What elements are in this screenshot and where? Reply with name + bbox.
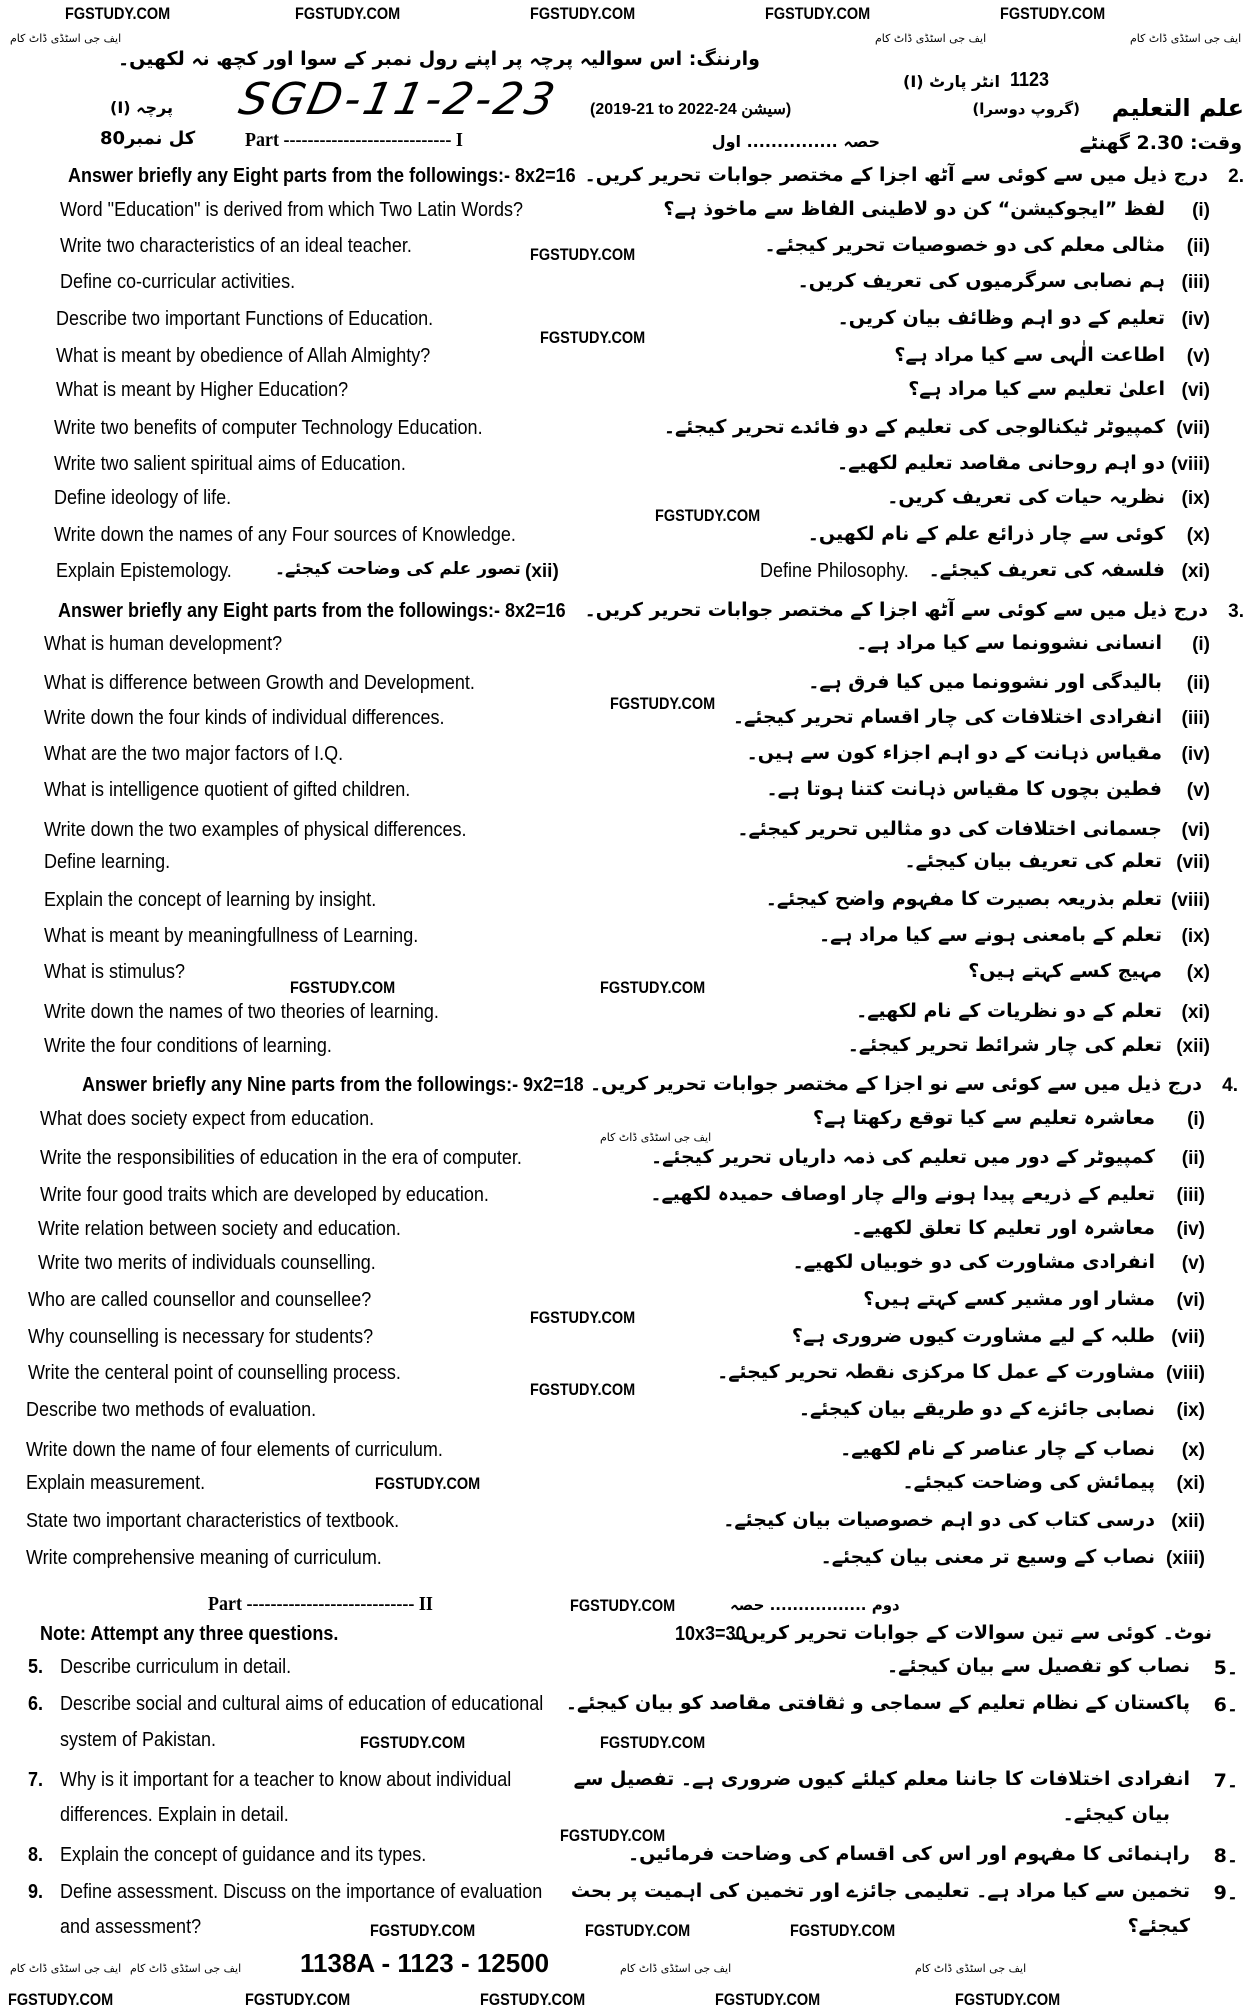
- part-text-english: Describe two important Functions of Education.: [56, 308, 434, 330]
- part-text-urdu: مہیج کسے کہتے ہیں؟: [968, 960, 1162, 982]
- part-text-urdu: لفظ ”ایجوکیشن“ کن دو لاطینی الفاظ سے ماخوذ ہے؟: [663, 198, 1165, 220]
- part-text-english: What is meant by meaningfullness of Learning.: [44, 925, 419, 947]
- part-text-urdu: انسانی نشوونما سے کیا مراد ہے۔: [856, 632, 1162, 654]
- part-numeral: (iv): [1181, 744, 1210, 765]
- question-text-urdu: کیجئے؟: [1127, 1915, 1190, 1937]
- part-numeral: (xiii): [1165, 1548, 1205, 1569]
- part-text-english: Write two characteristics of an ideal teacher.: [60, 235, 412, 257]
- part-text-english: Explain the concept of learning by insight.: [44, 889, 377, 911]
- part-numeral: (i): [1192, 634, 1210, 655]
- part-text-english: Why counselling is necessary for students?: [28, 1326, 374, 1348]
- note-urdu: نوٹ۔ کوئی سے تین سوالات کے جوابات تحریر کریں۔: [730, 1622, 1212, 1644]
- question-text-english: Why is it important for a teacher to know about individual: [60, 1769, 512, 1791]
- watermark: FGSTUDY.COM: [715, 1990, 821, 2009]
- watermark: FGSTUDY.COM: [480, 1990, 586, 2009]
- watermark: FGSTUDY.COM: [600, 1733, 706, 1752]
- part-numeral: (x): [1186, 962, 1210, 983]
- part-text-urdu: مشار اور مشیر کسے کہتے ہیں؟: [863, 1288, 1155, 1310]
- watermark: FGSTUDY.COM: [370, 1921, 476, 1940]
- paper-number: پرچہ (I): [110, 98, 174, 117]
- q3-instruction-urdu: درج ذیل میں سے کوئی سے آٹھ اجزا کے مختصر جوابات تحریر کریں۔: [584, 599, 1208, 621]
- part-text-english: Define Philosophy.: [760, 560, 909, 582]
- subject-title: علم التعلیم: [1111, 94, 1244, 122]
- question-number: 6.: [28, 1693, 44, 1715]
- q4-number: 4.: [1222, 1075, 1238, 1096]
- watermark: FGSTUDY.COM: [585, 1921, 691, 1940]
- part-text-urdu: مقیاس ذہانت کے دو اہم اجزاء کون سے ہیں۔: [746, 742, 1162, 764]
- part-numeral: (v): [1181, 1253, 1205, 1274]
- watermark: FGSTUDY.COM: [600, 978, 706, 997]
- part-text-english: Define co-curricular activities.: [60, 271, 296, 293]
- part-text-english: Write comprehensive meaning of curriculum.: [26, 1547, 382, 1569]
- watermark: FGSTUDY.COM: [955, 1990, 1061, 2009]
- part-text-urdu: کمپیوٹر ٹیکنالوجی کی تعلیم کے دو فائدے تحریر کیجئے۔: [663, 416, 1165, 438]
- question-number: 5.: [28, 1656, 44, 1678]
- watermark: FGSTUDY.COM: [360, 1733, 466, 1752]
- q4-instruction: Answer briefly any Nine parts from the followings:- 9x2=18: [82, 1074, 584, 1096]
- part-text-english: Write down the names of any Four sources of Knowledge.: [54, 524, 516, 546]
- warning-text: وارننگ: اس سوالیہ پرچہ پر اپنے رول نمبر کے سوا اور کچھ نہ لکھیں۔: [117, 48, 760, 70]
- question-text-english: differences. Explain in detail.: [60, 1804, 289, 1826]
- part-text-urdu: تعلم کی چار شرائط تحریر کیجئے۔: [847, 1034, 1162, 1056]
- part-numeral: (v): [1186, 780, 1210, 801]
- part-text-urdu: تصور علم کی وضاحت کیجئے۔: [275, 559, 521, 579]
- question-text-urdu: پاکستان کے نظام تعلیم کے سماجی و ثقافتی مقاصد کو بیان کیجئے۔: [565, 1692, 1190, 1714]
- question-number-urdu: 8۔: [1213, 1845, 1238, 1867]
- part-text-urdu: دو اہم روحانی مقاصد تعلیم لکھیے۔: [836, 452, 1165, 474]
- part-numeral: (xi): [1181, 1002, 1210, 1023]
- part-numeral: (iii): [1181, 272, 1210, 293]
- watermark: FGSTUDY.COM: [530, 1308, 636, 1327]
- part-text-english: Define learning.: [44, 851, 171, 873]
- watermark: FGSTUDY.COM: [1000, 4, 1106, 23]
- part-numeral: (x): [1186, 525, 1210, 546]
- watermark: FGSTUDY.COM: [570, 1596, 676, 1615]
- part-text-english: Write down the four kinds of individual differences.: [44, 707, 445, 729]
- note-marks: 10x3=30: [675, 1623, 746, 1645]
- part-numeral: (ix): [1181, 926, 1210, 947]
- part-numeral: (xi): [1181, 561, 1210, 582]
- part-numeral: (iv): [1176, 1219, 1205, 1240]
- question-text-urdu: راہنمائی کا مفہوم اور اس کی اقسام کی وضاحت فرمائیں۔: [628, 1843, 1190, 1865]
- question-number-urdu: 9۔: [1213, 1882, 1238, 1904]
- watermark: FGSTUDY.COM: [530, 1380, 636, 1399]
- watermark: FGSTUDY.COM: [790, 1921, 896, 1940]
- part-text-english: Write four good traits which are developed by education.: [40, 1184, 489, 1206]
- part-numeral: (xii): [525, 561, 559, 582]
- part-text-urdu: تعلم کے بامعنی ہونے سے کیا مراد ہے۔: [818, 924, 1162, 946]
- part-text-urdu: نصاب کے چار عناصر کے نام لکھیے۔: [840, 1438, 1155, 1460]
- part-text-urdu: مثالی معلم کی دو خصوصیات تحریر کیجئے۔: [764, 234, 1165, 256]
- question-text-english: and assessment?: [60, 1916, 202, 1938]
- part-text-urdu: انفرادی مشاورت کی دو خوبیاں لکھیے۔: [792, 1251, 1155, 1273]
- part-text-english: Who are called counsellor and counsellee?: [28, 1289, 372, 1311]
- part-text-urdu: نصاب کے وسیع تر معنی بیان کیجئے۔: [820, 1546, 1155, 1568]
- part-numeral: (vii): [1171, 1327, 1205, 1348]
- part-text-english: Write relation between society and education.: [38, 1218, 401, 1240]
- part-text-english: Write the responsibilities of education in the era of computer.: [40, 1147, 522, 1169]
- part-text-urdu: فلسفہ کی تعریف کیجئے۔: [928, 559, 1165, 581]
- part-text-urdu: فطین بچوں کا مقیاس ذہانت کتنا ہوتا ہے۔: [766, 778, 1162, 800]
- part-text-english: Explain Epistemology.: [56, 560, 232, 582]
- part-text-english: What is human development?: [44, 633, 283, 655]
- part-text-urdu: معاشرہ اور تعلیم کا تعلق لکھیے۔: [851, 1217, 1155, 1239]
- part-numeral: (vi): [1176, 1290, 1205, 1311]
- part-text-english: What is intelligence quotient of gifted children.: [44, 779, 411, 801]
- inter-part: انٹر پارٹ (I): [903, 72, 1000, 91]
- part-text-english: What is difference between Growth and Development.: [44, 672, 475, 694]
- part-text-english: Write the centeral point of counselling process.: [28, 1362, 401, 1384]
- group: (گروپ دوسرا): [972, 100, 1080, 118]
- watermark: FGSTUDY.COM: [560, 1826, 666, 1845]
- watermark: FGSTUDY.COM: [65, 4, 171, 23]
- part-text-english: What does society expect from education.: [40, 1108, 375, 1130]
- paper-code: 1123: [1010, 69, 1050, 91]
- part-text-urdu: تعلم کی تعریف بیان کیجئے۔: [904, 850, 1162, 872]
- paper-serial-code: 1138A - 1123 - 12500: [300, 1948, 550, 1978]
- watermark: FGSTUDY.COM: [610, 694, 716, 713]
- watermark: FGSTUDY.COM: [540, 328, 646, 347]
- part-text-english: State two important characteristics of textbook.: [26, 1510, 400, 1532]
- part-text-urdu: طلبہ کے لیے مشاورت کیوں ضروری ہے؟: [791, 1325, 1155, 1347]
- question-text-english: Describe curriculum in detail.: [60, 1656, 292, 1678]
- part-numeral: (x): [1181, 1440, 1205, 1461]
- part-text-urdu: کوئی سے چار ذرائع علم کے نام لکھیں۔: [807, 523, 1165, 545]
- part-text-urdu: پیمائش کی وضاحت کیجئے۔: [902, 1471, 1155, 1493]
- part-numeral: (xii): [1171, 1511, 1205, 1532]
- part-text-urdu: تعلم بذریعہ بصیرت کا مفہوم واضح کیجئے۔: [765, 888, 1162, 910]
- question-text-english: Describe social and cultural aims of education of educational: [60, 1693, 544, 1715]
- part-text-urdu: جسمانی اختلافات کی دو مثالیں تحریر کیجئے۔: [737, 818, 1162, 840]
- question-number-urdu: 5۔: [1213, 1657, 1238, 1679]
- watermark: FGSTUDY.COM: [530, 245, 636, 264]
- part-text-english: Write down the name of four elements of curriculum.: [26, 1439, 443, 1461]
- total-marks: کل نمبر80: [100, 128, 196, 149]
- part-numeral: (viii): [1170, 454, 1210, 475]
- handwritten-code: SGD-11-2-23: [234, 74, 563, 125]
- part-text-urdu: بالیدگی اور نشوونما میں کیا فرق ہے۔: [808, 671, 1162, 693]
- q3-number: 3.: [1228, 601, 1244, 622]
- part-numeral: (iv): [1181, 309, 1210, 330]
- watermark-urdu: ایف جی اسٹڈی ڈاٹ کام: [915, 1962, 1027, 1975]
- part-text-urdu: نظریہ حیات کی تعریف کریں۔: [887, 486, 1165, 508]
- part-numeral: (i): [1192, 200, 1210, 221]
- part-text-english: Describe two methods of evaluation.: [26, 1399, 317, 1421]
- section-one-urdu: حصہ ............... اول: [711, 132, 880, 151]
- part-text-urdu: تعلیم کے دو اہم وظائف بیان کریں۔: [837, 307, 1165, 329]
- session: (2019-21 to 2022-24 سیشن): [590, 101, 792, 118]
- question-text-urdu: بیان کیجئے۔: [1062, 1803, 1170, 1825]
- time-allowed: وقت: 2.30 گھنٹے: [1079, 132, 1242, 154]
- part-text-urdu: انفرادی اختلافات کی چار اقسام تحریر کیجئے۔: [732, 706, 1162, 728]
- watermark-urdu: ایف جی اسٹڈی ڈاٹ کام: [10, 32, 122, 45]
- watermark: FGSTUDY.COM: [530, 4, 636, 23]
- part-text-english: Write two salient spiritual aims of Education.: [54, 453, 406, 475]
- watermark: FGSTUDY.COM: [295, 4, 401, 23]
- watermark: FGSTUDY.COM: [290, 978, 396, 997]
- watermark-urdu: ایف جی اسٹڈی ڈاٹ کام: [10, 1962, 122, 1975]
- question-number: 8.: [28, 1844, 44, 1866]
- part-numeral: (i): [1187, 1109, 1205, 1130]
- part-numeral: (ii): [1186, 236, 1210, 257]
- part-numeral: (ii): [1186, 673, 1210, 694]
- q2-number: 2.: [1228, 166, 1244, 187]
- watermark: FGSTUDY.COM: [375, 1474, 481, 1493]
- q2-instruction-urdu: درج ذیل میں سے کوئی سے آٹھ اجزا کے مختصر جوابات تحریر کریں۔: [584, 164, 1208, 186]
- q2-instruction: Answer briefly any Eight parts from the followings:- 8x2=16: [68, 165, 576, 187]
- part-text-urdu: ہم نصابی سرگرمیوں کی تعریف کریں۔: [797, 270, 1165, 292]
- part-text-urdu: مشاورت کے عمل کا مرکزی نقطہ تحریر کیجئے۔: [717, 1361, 1155, 1383]
- part-text-urdu: تعلم کے دو نظریات کے نام لکھیے۔: [856, 1000, 1162, 1022]
- part-text-english: Write down the two examples of physical differences.: [44, 819, 467, 841]
- part-numeral: (vii): [1176, 418, 1210, 439]
- part-text-urdu: درسی کتاب کی دو اہم خصوصیات بیان کیجئے۔: [723, 1509, 1155, 1531]
- question-text-english: system of Pakistan.: [60, 1729, 217, 1751]
- q4-instruction-urdu: درج ذیل میں سے کوئی سے نو اجزا کے مختصر جوابات تحریر کریں۔: [589, 1073, 1202, 1095]
- part-text-english: Write the four conditions of learning.: [44, 1035, 332, 1057]
- question-text-urdu: نصاب کو تفصیل سے بیان کیجئے۔: [887, 1655, 1190, 1677]
- question-number: 7.: [28, 1769, 44, 1791]
- part-numeral: (viii): [1165, 1363, 1205, 1384]
- part-numeral: (ii): [1181, 1148, 1205, 1169]
- section-two-urdu: دوم ................. حصہ: [730, 1596, 900, 1614]
- watermark: FGSTUDY.COM: [245, 1990, 351, 2009]
- part-text-urdu: نصابی جائزے کے دو طریقے بیان کیجئے۔: [798, 1398, 1155, 1420]
- part-text-urdu: کمپیوٹر کے دور میں تعلیم کی ذمہ داریاں تحریر کیجئے۔: [651, 1146, 1155, 1168]
- part-text-english: Explain measurement.: [26, 1472, 206, 1494]
- watermark-urdu: ایف جی اسٹڈی ڈاٹ کام: [130, 1962, 242, 1975]
- part-text-english: Write two merits of individuals counselling.: [38, 1252, 376, 1274]
- watermark-urdu: ایف جی اسٹڈی ڈاٹ کام: [620, 1962, 732, 1975]
- part-numeral: (vii): [1176, 852, 1210, 873]
- part-text-english: Word "Education" is derived from which Two Latin Words?: [60, 199, 523, 221]
- part-numeral: (ix): [1176, 1400, 1205, 1421]
- question-number: 9.: [28, 1881, 44, 1903]
- watermark-urdu: ایف جی اسٹڈی ڈاٹ کام: [875, 32, 987, 45]
- question-text-english: Explain the concept of guidance and its types.: [60, 1844, 427, 1866]
- part-numeral: (xi): [1176, 1473, 1205, 1494]
- part-text-english: What is stimulus?: [44, 961, 186, 983]
- part-text-english: What is meant by obedience of Allah Almighty?: [56, 345, 431, 367]
- part-text-english: Write down the names of two theories of learning.: [44, 1001, 439, 1023]
- part-numeral: (ix): [1181, 488, 1210, 509]
- question-text-urdu: تخمین سے کیا مراد ہے۔ تعلیمی جائزے اور تخمین کی اہمیت پر بحث: [570, 1880, 1190, 1902]
- q3-instruction: Answer briefly any Eight parts from the followings:- 8x2=16: [58, 600, 566, 622]
- part-text-urdu: اعلیٰ تعلیم سے کیا مراد ہے؟: [908, 378, 1165, 400]
- watermark: FGSTUDY.COM: [8, 1990, 114, 2009]
- part-numeral: (vi): [1181, 380, 1210, 401]
- part-numeral: (iii): [1181, 708, 1210, 729]
- question-number-urdu: 7۔: [1213, 1770, 1238, 1792]
- watermark-urdu: ایف جی اسٹڈی ڈاٹ کام: [600, 1131, 712, 1144]
- note-text: Note: Attempt any three questions.: [40, 1623, 339, 1645]
- part-text-urdu: معاشرہ تعلیم سے کیا توقع رکھتا ہے؟: [812, 1107, 1155, 1129]
- question-text-english: Define assessment. Discuss on the importance of evaluation: [60, 1881, 543, 1903]
- part-one-label: Part ---------------------------- I: [245, 129, 463, 151]
- part-text-english: What is meant by Higher Education?: [56, 379, 349, 401]
- part-text-english: Define ideology of life.: [54, 487, 232, 509]
- part-text-urdu: تعلیم کے ذریعے پیدا ہونے والے چار اوصاف حمیدہ لکھیے۔: [650, 1183, 1155, 1205]
- part-text-urdu: اطاعت الٰہی سے کیا مراد ہے؟: [894, 344, 1165, 366]
- part-text-english: What are the two major factors of I.Q.: [44, 743, 344, 765]
- watermark: FGSTUDY.COM: [765, 4, 871, 23]
- part-text-english: Write two benefits of computer Technology Education.: [54, 417, 483, 439]
- watermark-urdu: ایف جی اسٹڈی ڈاٹ کام: [1130, 32, 1242, 45]
- part-numeral: (xii): [1176, 1036, 1210, 1057]
- question-number-urdu: 6۔: [1213, 1694, 1238, 1716]
- part-numeral: (iii): [1176, 1185, 1205, 1206]
- part-numeral: (vi): [1181, 820, 1210, 841]
- part-two-label: Part ---------------------------- II: [208, 1593, 433, 1615]
- part-numeral: (viii): [1170, 890, 1210, 911]
- watermark: FGSTUDY.COM: [655, 506, 761, 525]
- part-numeral: (v): [1186, 346, 1210, 367]
- question-text-urdu: انفرادی اختلافات کا جاننا معلم کیلئے کیوں ضروری ہے۔ تفصیل سے: [573, 1768, 1190, 1790]
